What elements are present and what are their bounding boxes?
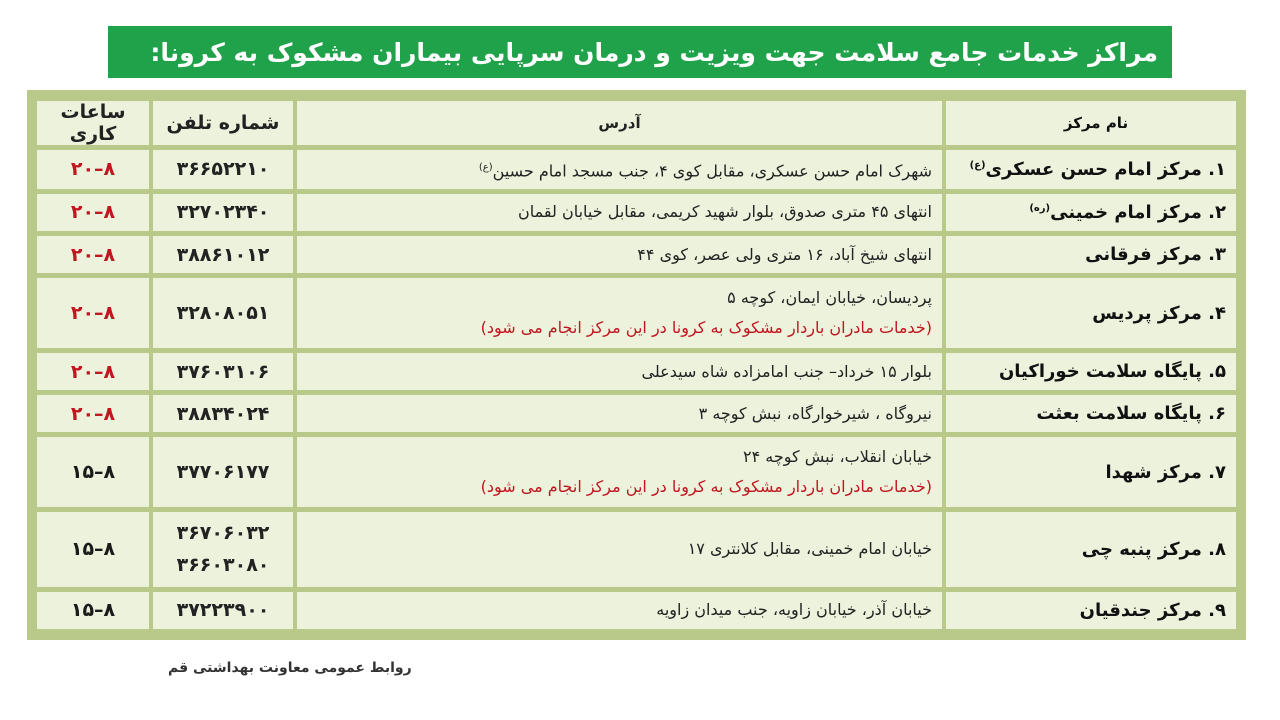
phone-number: ۳۶۷۰۶۰۳۲: [176, 522, 270, 545]
table-row: [37, 278, 1236, 348]
address-line: [307, 283, 932, 313]
table-row: [37, 194, 1236, 231]
center-name: [946, 437, 1236, 507]
working-hours: ۸–۲۰: [37, 236, 149, 273]
center-address: [297, 194, 942, 231]
center-phone: [153, 236, 293, 273]
address-text: انتهای شیخ آباد، ۱۶ متری ولی عصر، کوی ۴۴: [637, 244, 932, 264]
working-hours: ۸–۱۵: [37, 592, 149, 629]
table-row: [37, 150, 1236, 189]
center-phone: [153, 512, 293, 586]
center-name-text: ۵. پایگاه سلامت خوراکیان: [998, 361, 1226, 383]
center-phone: [153, 194, 293, 231]
address-text: بلوار ۱۵ خرداد– جنب امامزاده شاه سیدعلی: [641, 361, 932, 381]
header-address: آدرس: [297, 101, 942, 145]
center-name-text: ۴. مرکز پردیس: [1092, 302, 1226, 324]
center-address: [297, 512, 942, 586]
center-name-text: ۹. مرکز جندقیان: [1079, 599, 1226, 621]
center-name: [946, 278, 1236, 348]
center-name-text: ۲. مرکز امام خمینی: [1050, 201, 1226, 223]
phone-number: ۳۷۲۲۳۹۰۰: [176, 599, 270, 622]
address-text: نیروگاه ، شیرخوارگاه، نبش کوچه ۳: [698, 403, 932, 423]
center-phone: [153, 353, 293, 390]
phone-number: ۳۲۸۰۸۰۵۱: [176, 302, 270, 325]
center-name: [946, 236, 1236, 273]
address-text: شهرک امام حسن عسکری، مقابل کوی ۴، جنب مسجد امام حسین: [492, 161, 932, 181]
centers-table: [33, 96, 1240, 634]
center-address: [297, 236, 942, 273]
table-row: [37, 395, 1236, 432]
center-name: [946, 353, 1236, 390]
address-text: انتهای ۴۵ متری صدوق، بلوار شهید کریمی، مقابل خیابان لقمان: [518, 202, 932, 222]
table-row: [37, 236, 1236, 273]
working-hours: ۸–۲۰: [37, 150, 149, 189]
working-hours: ۸–۲۰: [37, 194, 149, 231]
header-hours: ساعات کاری: [37, 101, 149, 145]
pregnancy-service-note: (خدمات مادران باردار مشکوک به کرونا در این مرکز انجام می شود): [480, 318, 932, 338]
table-row: [37, 353, 1236, 390]
center-name: [946, 512, 1236, 586]
phone-number: ۳۶۶۰۳۰۸۰: [176, 554, 270, 577]
address-line: [307, 534, 932, 564]
center-name: [946, 592, 1236, 629]
phone-number: ۳۷۶۰۳۱۰۶: [176, 360, 270, 383]
working-hours: ۸–۱۵: [37, 437, 149, 507]
center-address: [297, 437, 942, 507]
working-hours: ۸–۲۰: [37, 353, 149, 390]
address-line: [307, 153, 932, 186]
phone-number: ۳۲۷۰۲۳۴۰: [176, 201, 270, 224]
center-name-text: ۳. مرکز فرقانی: [1085, 244, 1226, 266]
center-name: [946, 395, 1236, 432]
phone-number: ۳۸۸۳۴۰۲۴: [176, 402, 270, 425]
footer-credit: روابط عمومی معاونت بهداشتی قم: [168, 660, 412, 676]
center-name-text: ۷. مرکز شهدا: [1105, 461, 1226, 483]
center-name: [946, 194, 1236, 231]
address-text: پردیسان، خیابان ایمان، کوچه ۵: [727, 288, 932, 308]
address-line: [307, 399, 932, 429]
centers-table-container: [27, 90, 1246, 640]
header-phone: شماره تلفن: [153, 101, 293, 145]
working-hours: ۸–۲۰: [37, 278, 149, 348]
center-address: [297, 592, 942, 629]
table-header-row: [37, 101, 1236, 145]
center-address: [297, 353, 942, 390]
center-phone: [153, 395, 293, 432]
center-name: [946, 150, 1236, 189]
phone-number: ۳۷۷۰۶۱۷۷: [176, 461, 270, 484]
phone-number: ۳۶۶۵۲۲۱۰: [176, 158, 270, 181]
center-phone: [153, 437, 293, 507]
page-title: مراکز خدمات جامع سلامت جهت ویزیت و درمان سرپایی بیماران مشکوک به کرونا:: [108, 26, 1172, 78]
address-line: [307, 442, 932, 472]
address-line: [307, 197, 932, 227]
center-address: [297, 395, 942, 432]
pregnancy-service-note: (خدمات مادران باردار مشکوک به کرونا در این مرکز انجام می شود): [480, 477, 932, 497]
center-name-text: ۱. مرکز امام حسن عسکری: [985, 158, 1226, 180]
center-name-text: ۸. مرکز پنبه چی: [1081, 538, 1226, 560]
table-row: [37, 592, 1236, 629]
address-line: [307, 357, 932, 387]
phone-number: ۳۸۸۶۱۰۱۲: [176, 243, 270, 266]
center-name-text: ۶. پایگاه سلامت بعثت: [1036, 403, 1226, 425]
center-phone: [153, 278, 293, 348]
center-phone: [153, 150, 293, 189]
address-text: خیابان آذر، خیابان زاویه، جنب میدان زاویه: [656, 600, 932, 620]
center-name-honorific: (ره): [1029, 202, 1051, 214]
center-name-honorific: (ع): [969, 159, 986, 171]
center-phone: [153, 592, 293, 629]
address-honorific: (ع): [478, 161, 493, 173]
address-line: [307, 595, 932, 625]
table-body: [37, 150, 1236, 629]
working-hours: ۸–۱۵: [37, 512, 149, 586]
header-name: نام مرکز: [946, 101, 1236, 145]
address-line: [307, 240, 932, 270]
address-text: خیابان امام خمینی، مقابل کلانتری ۱۷: [687, 539, 932, 559]
center-address: [297, 278, 942, 348]
address-text: خیابان انقلاب، نبش کوچه ۲۴: [743, 447, 932, 467]
center-address: [297, 150, 942, 189]
table-row: [37, 437, 1236, 507]
working-hours: ۸–۲۰: [37, 395, 149, 432]
table-row: [37, 512, 1236, 586]
